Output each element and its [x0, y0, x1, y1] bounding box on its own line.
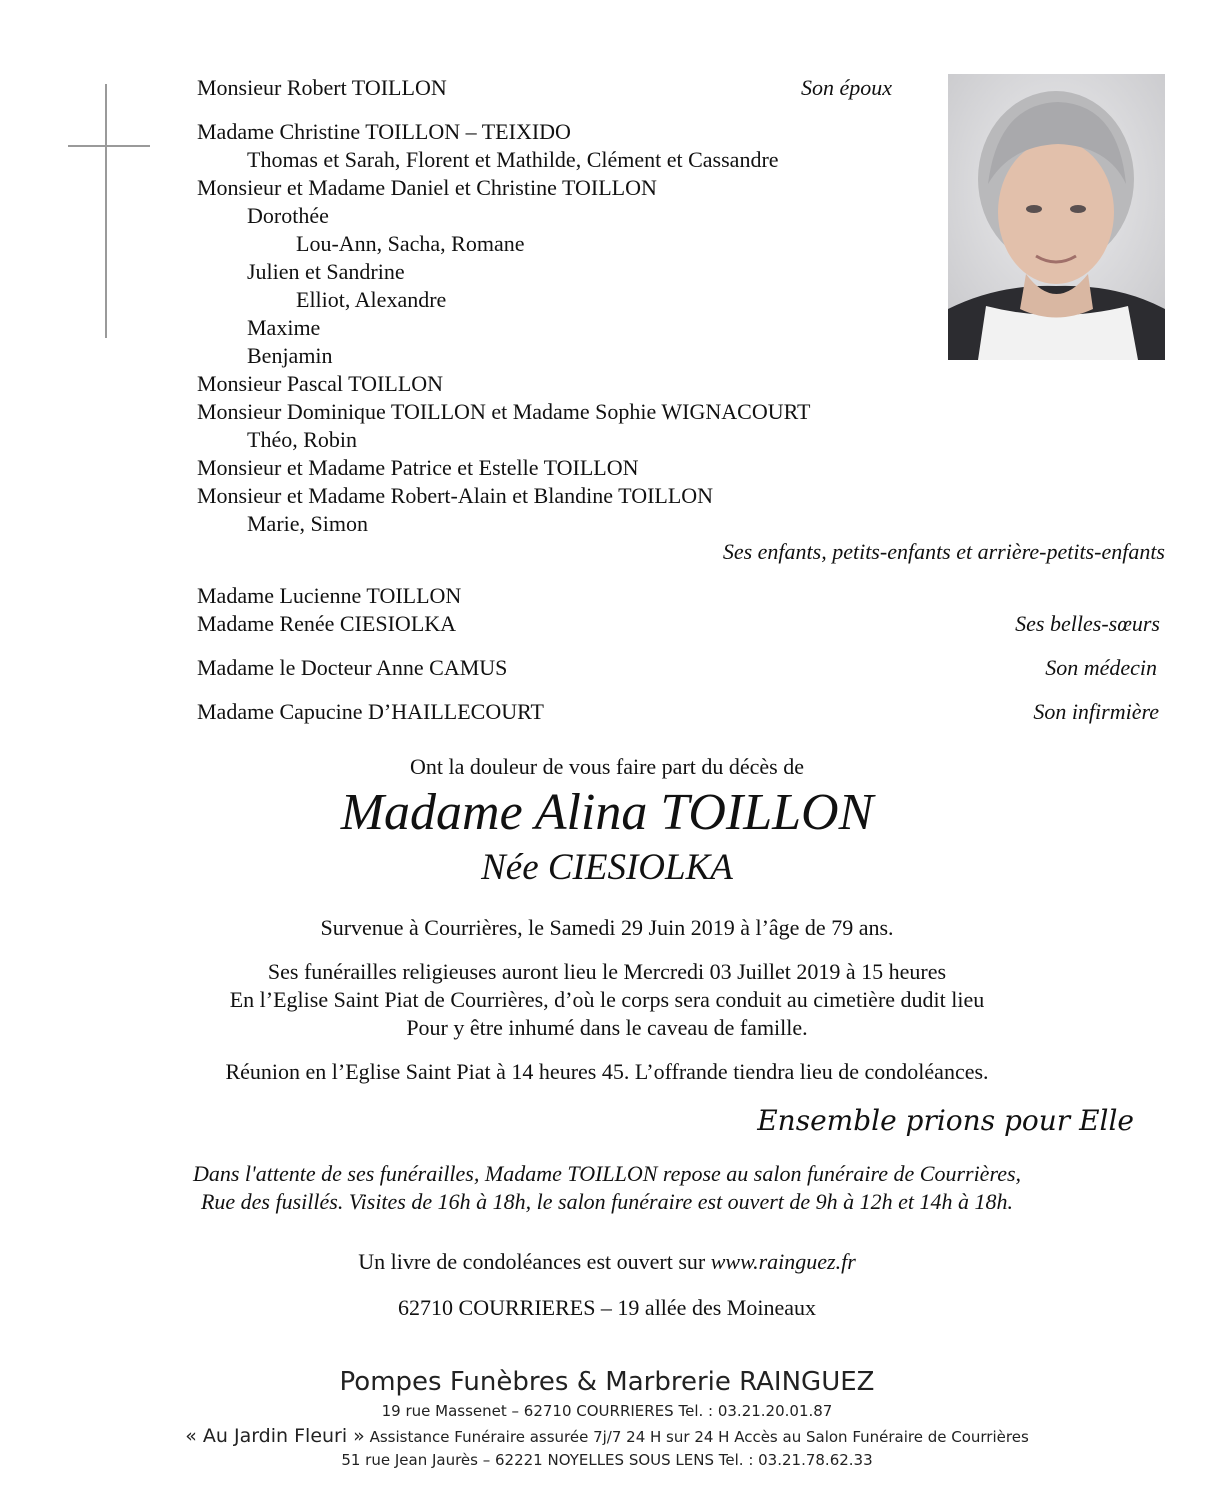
family-line: Madame Christine TOILLON – TEIXIDO [197, 119, 571, 144]
viewing-line: Dans l'attente de ses funérailles, Madame TOILLON repose au salon funéraire de Courrières, [192, 1161, 1022, 1186]
sister-in-law-name: Madame Lucienne TOILLON [197, 583, 462, 608]
family-line: Monsieur et Madame Patrice et Estelle TOILLON [197, 455, 639, 480]
deceased-name: Madame Alina TOILLON [340, 784, 874, 841]
husband-relation: Son époux [801, 75, 893, 100]
sisters-in-law-relation: Ses belles-sœurs [1015, 611, 1160, 636]
sister-in-law-name: Madame Renée CIESIOLKA [197, 611, 457, 636]
doctor-relation: Son médecin [1045, 655, 1157, 680]
portrait-photo [948, 74, 1165, 360]
jardin-fleuri-line [0, 1423, 1214, 1450]
cross-icon-horizontal [68, 145, 150, 147]
nurse-name: Madame Capucine D’HAILLECOURT [197, 699, 544, 724]
maiden-name: Née CIESIOLKA [481, 847, 733, 888]
prayer-text: Ensemble prions pour Elle [757, 1104, 1134, 1137]
jardin-fleuri-address: 51 rue Jean Jaurès – 62221 NOYELLES SOUS LENS Tel. : 03.21.78.62.33 [341, 1451, 873, 1469]
family-line: Benjamin [247, 343, 333, 368]
family-line: Monsieur Dominique TOILLON et Madame Sophie WIGNACOURT [197, 399, 811, 424]
family-line: Thomas et Sarah, Florent et Mathilde, Clément et Cassandre [247, 147, 779, 172]
condolence-prefix: Un livre de condoléances est ouvert sur [358, 1249, 706, 1274]
funeral-company-name: Pompes Funèbres & Marbrerie RAINGUEZ [339, 1367, 875, 1397]
funeral-company-address: 19 rue Massenet – 62710 COURRIERES Tel. : 03.21.20.01.87 [381, 1402, 833, 1420]
doctor-name: Madame le Docteur Anne CAMUS [197, 655, 508, 680]
viewing-line: Rue des fusillés. Visites de 16h à 18h, le salon funéraire est ouvert de 9h à 12h et 14h à 18h. [200, 1189, 1014, 1214]
family-line: Monsieur Pascal TOILLON [197, 371, 444, 396]
family-line: Julien et Sandrine [247, 259, 405, 284]
family-line: Monsieur et Madame Daniel et Christine TOILLON [197, 175, 657, 200]
family-address: 62710 COURRIERES – 19 allée des Moineaux [398, 1295, 816, 1320]
children-relation: Ses enfants, petits-enfants et arrière-petits-enfants [722, 539, 1165, 564]
jardin-fleuri-name: « Au Jardin Fleuri » [185, 1425, 365, 1447]
family-line: Dorothée [247, 203, 329, 228]
condolence-book [0, 1248, 1214, 1276]
jardin-fleuri-info: Assistance Funéraire assurée 7j/7 24 H sur 24 H Accès au Salon Funéraire de Courrières [364, 1428, 1029, 1446]
death-details: Survenue à Courrières, le Samedi 29 Juin 2019 à l’âge de 79 ans. [320, 915, 894, 940]
funeral-line: En l’Eglise Saint Piat de Courrières, d’où le corps sera conduit au cimetière dudit lieu [229, 987, 985, 1012]
funeral-line: Ses funérailles religieuses auront lieu le Mercredi 03 Juillet 2019 à 15 heures [267, 959, 947, 984]
family-line: Lou-Ann, Sacha, Romane [296, 231, 525, 256]
funeral-line: Pour y être inhumé dans le caveau de famille. [406, 1015, 808, 1040]
husband-name: Monsieur Robert TOILLON [197, 75, 447, 100]
announcement-intro: Ont la douleur de vous faire part du décès de [409, 754, 805, 779]
family-line: Monsieur et Madame Robert-Alain et Blandine TOILLON [197, 483, 714, 508]
cross-icon-vertical [105, 84, 107, 338]
condolence-url-link[interactable]: www.rainguez.fr [710, 1249, 856, 1274]
family-line: Elliot, Alexandre [296, 287, 447, 312]
meeting-info: Réunion en l’Eglise Saint Piat à 14 heures 45. L’offrande tiendra lieu de condoléances. [225, 1059, 989, 1084]
nurse-relation: Son infirmière [1033, 699, 1159, 724]
family-line: Théo, Robin [247, 427, 357, 452]
family-line: Marie, Simon [247, 511, 368, 536]
family-line: Maxime [247, 315, 321, 340]
